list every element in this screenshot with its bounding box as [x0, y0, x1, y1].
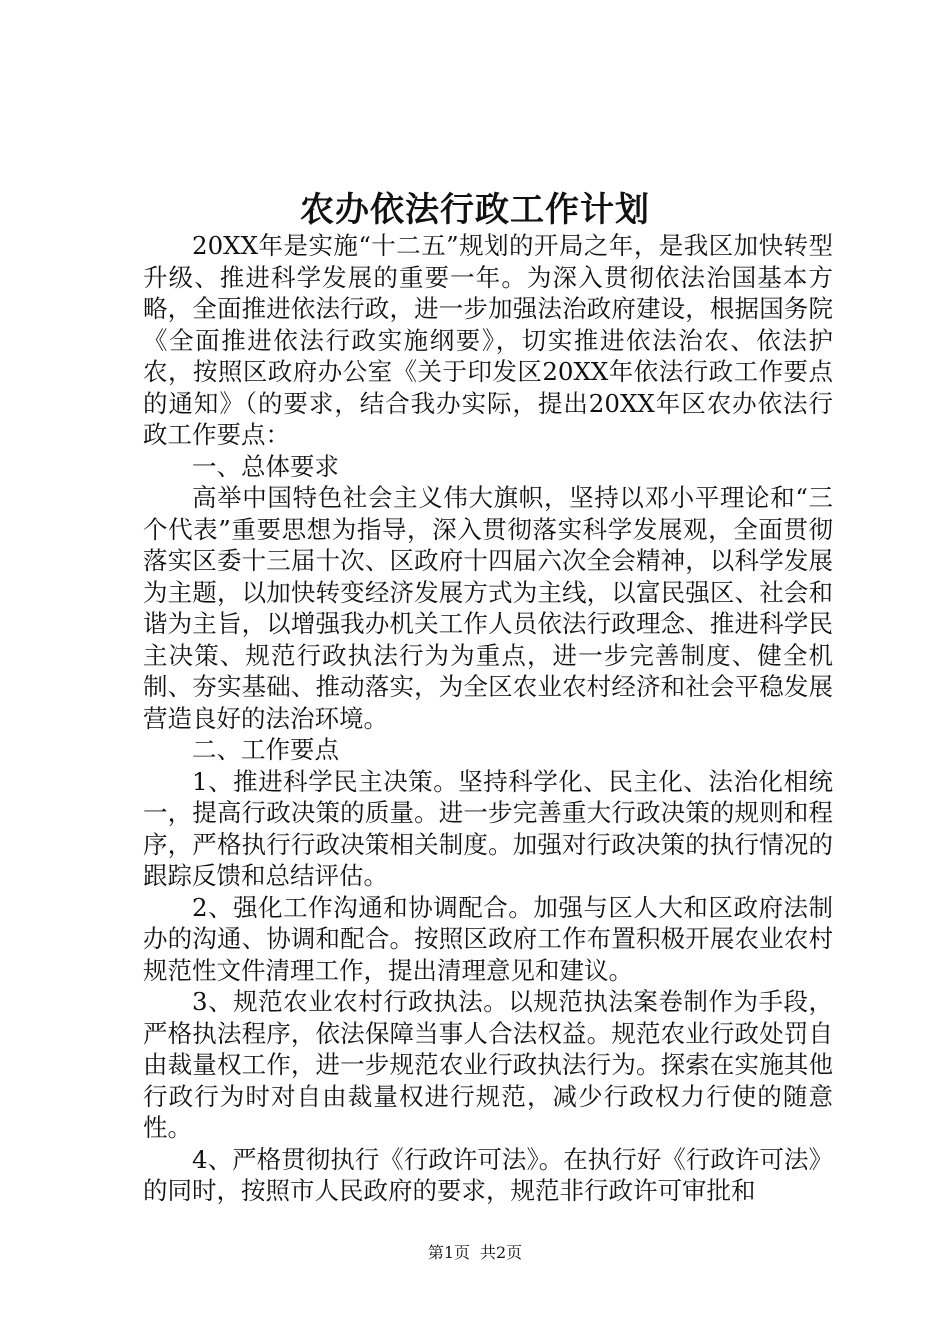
paragraph-intro: 20XX年是实施“十二五”规划的开局之年，是我区加快转型升级、推进科学发展的重要一年。为深入贯彻依法治国基本方略，全面推进依法行政，进一步加强法治政府建设，根据国务院《全面推进依法行政实施纲要》，切实推进依法治农、依法护农，按照区政府办公室《关于印发区20XX年依法行政工作要点的通知》（的要求，结合我办实际，提出20XX年区农办依法行政工作要点： — [143, 231, 833, 449]
page-footer — [0, 1242, 950, 1264]
paragraph-general-requirements: 高举中国特色社会主义伟大旗帜，坚持以邓小平理论和“三个代表”重要思想为指导，深入贯彻落实科学发展观，全面贯彻落实区委十三届十次、区政府十四届六次全会精神，以科学发展为主题，以加快转变经济发展方式为主线，以富民强区、社会和谐为主旨，以增强我办机关工作人员依法行政理念、推进科学民主决策、规范行政执法行为为重点，进一步完善制度、健全机制、夯实基础、推动落实，为全区农业农村经济和社会平稳发展营造良好的法治环境。 — [143, 483, 833, 733]
paragraph-point-3: 3、规范农业农村行政执法。以规范执法案卷制作为手段，严格执法程序，依法保障当事人合法权益。规范农业行政处罚自由裁量权工作，进一步规范农业行政执法行为。探索在实施其他行政行为时对自由裁量权进行规范，减少行政权力行使的随意性。 — [143, 987, 833, 1142]
document-body — [143, 230, 833, 1207]
paragraph-point-1: 1、推进科学民主决策。坚持科学化、民主化、法治化相统一，提高行政决策的质量。进一步完善重大行政决策的规则和程序，严格执行行政决策相关制度。加强对行政决策的执行情况的跟踪反馈和总结评估。 — [143, 766, 833, 890]
section-heading-general: 一、总体要求 — [192, 451, 339, 481]
page-number: 第1页 — [427, 1243, 470, 1262]
section-heading-work-points: 二、工作要点 — [192, 735, 339, 764]
page-total: 共2页 — [480, 1243, 523, 1262]
paragraph-point-2: 2、强化工作沟通和协调配合。加强与区人大和区政府法制办的沟通、协调和配合。按照区政府工作布置积极开展农业农村规范性文件清理工作，提出清理意见和建议。 — [143, 892, 833, 985]
paragraph-point-4: 4、严格贯彻执行《行政许可法》。在执行好《行政许可法》的同时，按照市人民政府的要求，规范非行政许可审批和 — [143, 1144, 833, 1205]
document-title: 农办依法行政工作计划 — [300, 190, 650, 230]
